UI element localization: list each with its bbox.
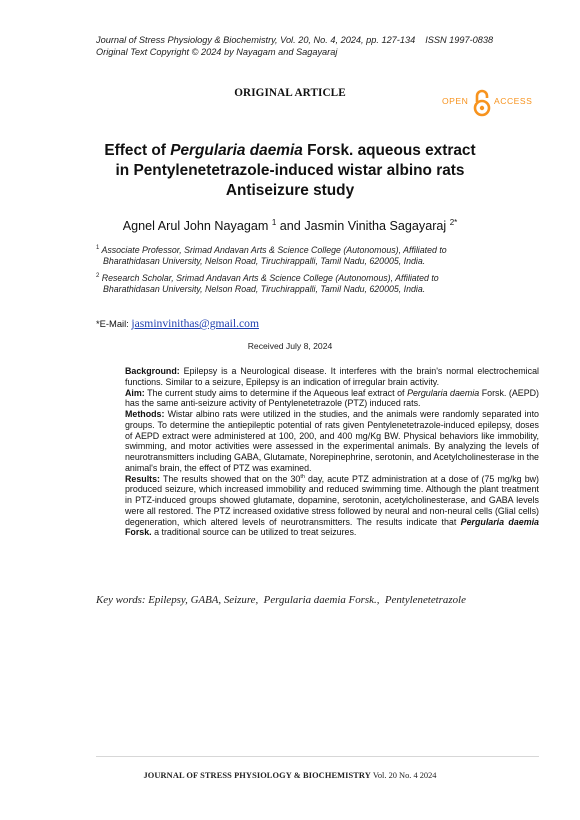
results-label: Results: — [125, 473, 161, 484]
affiliation-line: Bharathidasan University, Nelson Road, Tiruchirappalli, Tamil Nadu, 620005, India. — [103, 284, 426, 295]
affiliation-1 — [96, 243, 447, 268]
results-text: The results showed that on the 30 — [160, 473, 301, 484]
title-prefix: Effect of — [104, 142, 171, 159]
abstract-background — [125, 366, 539, 388]
keywords: Key words: Epilepsy, GABA, Seizure, Pergularia daemia Forsk., Pentylenetetrazole — [96, 594, 466, 606]
title-line2: in Pentylenetetrazole-induced wistar albino rats — [115, 162, 465, 179]
affiliation-line: Associate Professor, Srimad Andavan Arts & Science College (Autonomous), Affiliated to — [99, 245, 447, 255]
abstract-aim — [125, 388, 539, 410]
background-label: Background: — [125, 366, 180, 376]
open-access-open-text: OPEN — [442, 96, 469, 106]
author-list — [40, 218, 540, 233]
results-text: day, acute PTZ administration at a dose of (75 mg/kg bw) produced seizure, which increased immobility and reduced swimming time. Although the plant treatment in PTZ-induced groups showed glutamate, dopamine, serotonin, acetylcholinesterase, and GABA levels were all restored. The PTZ increased oxidative stress followed by neural and non-neural cells (Glial cells) degeneration, which altered levels of neurotransmitters. The results indicate that — [125, 473, 539, 527]
open-access-badge — [442, 91, 542, 117]
received-date: Received July 8, 2024 — [247, 341, 333, 351]
article-title — [60, 141, 520, 201]
results-text: a traditional source can be utilized to treat seizures. — [151, 527, 357, 538]
author-1: Agnel Arul John Nayagam — [122, 219, 269, 233]
abstract-methods — [125, 409, 539, 474]
journal-citation: Journal of Stress Physiology & Biochemistry, Vol. 20, No. 4, 2024, pp. 127-134 — [96, 35, 416, 45]
email-link[interactable]: jasminvinithas@gmail.com — [131, 317, 259, 330]
affiliation-line: Bharathidasan University, Nelson Road, Tiruchirappalli, Tamil Nadu, 620005, India. — [103, 256, 426, 267]
open-lock-icon — [472, 89, 492, 117]
copyright-line: Original Text Copyright © 2024 by Nayagam and Sagayaraj — [96, 46, 338, 57]
page-footer — [0, 771, 580, 780]
background-text: Epilepsy is a Neurological disease. It interferes with the brain's normal electrochemical functions. Similar to a seizure, Epilepsy is an indication of irregular brain activity. — [125, 366, 539, 387]
abstract-results — [125, 474, 539, 539]
affiliation-2 — [96, 271, 439, 296]
methods-label: Methods: — [125, 409, 165, 419]
methods-text: Wistar albino rats were utilized in the studies, and the animals were randomly separated into groups. To determine the antiepileptic potential of rats given Pentylenetetrazole-induced epilepsy, doses of AEPD extract were administered at 100, 200, and 400 mg/Kg BW. Physical behaviors like immobility, swimming, and motor activities were assessed in the experimental animals. By analyzing the levels of neurotransmitters including GABA, Glutamate, Norepinephrine, serotonin, and Acetylcholinesterase in the animal's brain, the effect of PTZ was examined. — [125, 409, 539, 473]
aim-text: Forsk. (AEPD) has the same anti-seizure activity of Pentylenetetrazole (PTZ) induced rats. — [125, 387, 539, 409]
ordinal-suffix: th — [300, 473, 305, 480]
email-label: *E-Mail: — [96, 318, 132, 329]
author-1-affil-mark: 1 — [271, 218, 277, 227]
results-forsk: Forsk. — [125, 527, 152, 538]
footer-divider — [96, 756, 539, 757]
article-type: ORIGINAL ARTICLE — [234, 87, 346, 99]
open-access-access-text: ACCESS — [494, 96, 533, 106]
author-2: Jasmin Vinitha Sagayaraj — [304, 219, 447, 233]
issn: ISSN 1997-0838 — [425, 35, 494, 45]
title-species: Pergularia daemia — [170, 142, 303, 159]
abstract — [125, 366, 539, 538]
affiliation-number: 1 — [96, 245, 100, 251]
title-line3: Antiseizure study — [225, 182, 355, 199]
title-line1-rest: Forsk. aqueous extract — [302, 142, 476, 159]
affiliation-number: 2 — [96, 273, 100, 279]
author-2-affil-mark: 2* — [449, 218, 458, 227]
author-connector: and — [276, 219, 305, 233]
aim-text: The current study aims to determine if the Aqueous leaf extract of — [144, 387, 408, 398]
aim-species: Pergularia daemia — [407, 387, 480, 398]
results-species: Pergularia daemia — [460, 516, 539, 527]
affiliation-line: Research Scholar, Srimad Andavan Arts & Science College (Autonomous), Affiliated to — [99, 273, 439, 283]
journal-header — [96, 35, 493, 58]
aim-label: Aim: — [125, 387, 145, 398]
corresponding-email — [96, 317, 259, 330]
footer-journal: JOURNAL OF STRESS PHYSIOLOGY & BIOCHEMISTRY — [143, 771, 371, 780]
footer-issue: Vol. 20 No. 4 2024 — [370, 771, 437, 780]
